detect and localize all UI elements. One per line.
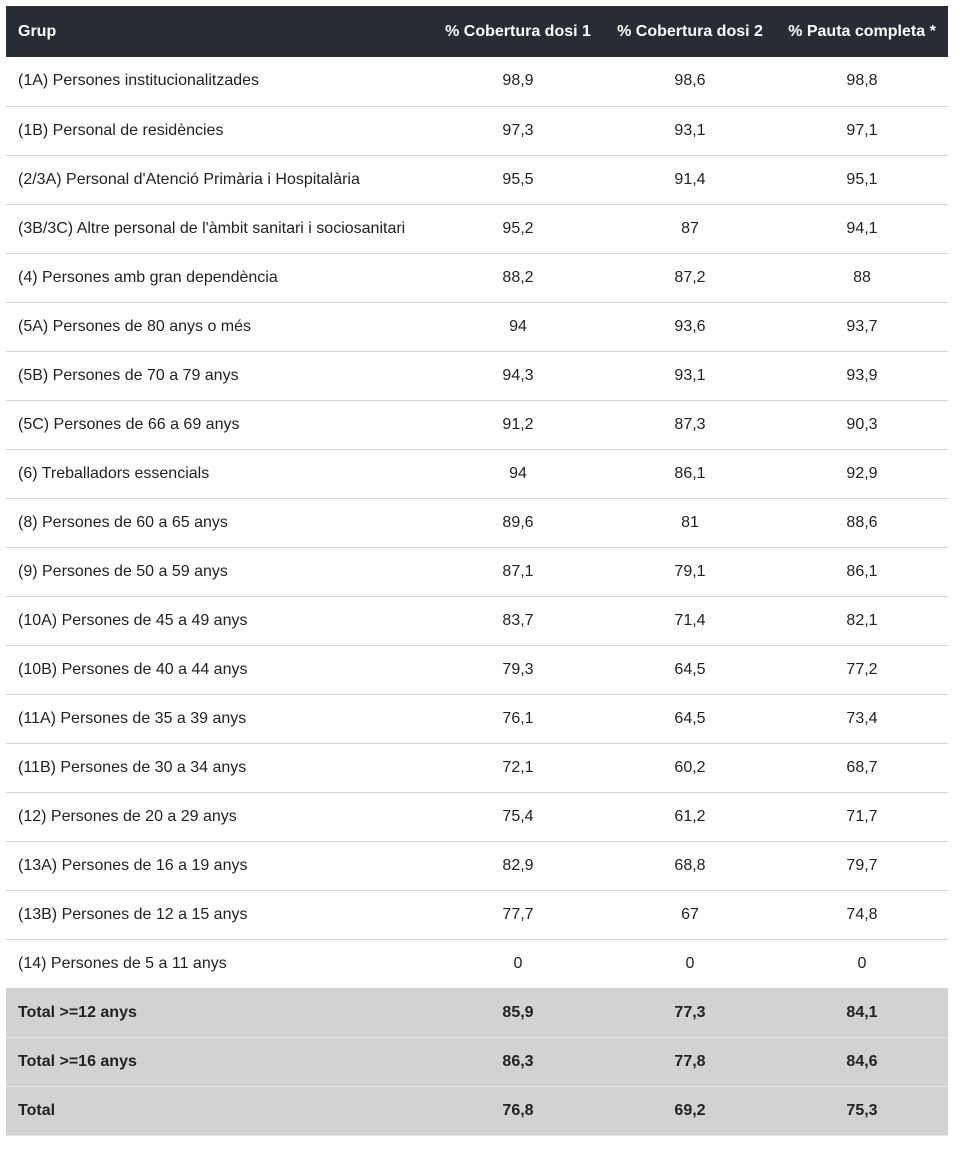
cell-grup: (13B) Persones de 12 a 15 anys [18, 905, 248, 923]
table-row [6, 106, 948, 155]
table-row [6, 596, 948, 645]
cell-pauta: 88 [853, 268, 871, 286]
header-dosi2[interactable]: % Cobertura dosi 2 [617, 22, 763, 40]
cell-grup: (1B) Personal de residències [18, 121, 224, 139]
cell-dosi2: 87,2 [674, 268, 706, 286]
cell-dosi2: 93,1 [674, 121, 706, 139]
total-row [6, 1037, 948, 1086]
cell-dosi2: 87 [681, 219, 699, 237]
cell-dosi1: 94 [509, 464, 527, 482]
cell-dosi1: 77,7 [502, 905, 534, 923]
cell-pauta: 98,8 [846, 72, 878, 90]
cell-grup: (5A) Persones de 80 anys o més [18, 317, 252, 335]
total-row [6, 1086, 948, 1135]
cell-dosi1: 97,3 [502, 121, 534, 139]
table-row [6, 645, 948, 694]
table-row [6, 351, 948, 400]
cell-dosi1: 79,3 [502, 660, 534, 678]
cell-pauta: 84,6 [846, 1052, 878, 1070]
table-header [6, 6, 948, 57]
cell-dosi1: 72,1 [502, 758, 534, 776]
cell-dosi1: 85,9 [502, 1003, 534, 1021]
cell-dosi2: 91,4 [674, 170, 706, 188]
cell-dosi2: 68,8 [674, 856, 706, 874]
cell-dosi1: 94,3 [502, 366, 534, 384]
table-row [6, 694, 948, 743]
cell-dosi2: 98,6 [674, 72, 706, 90]
cell-grup: (13A) Persones de 16 a 19 anys [18, 856, 248, 874]
cell-pauta: 79,7 [846, 856, 878, 874]
cell-grup: (10B) Persones de 40 a 44 anys [18, 660, 248, 678]
table-row [6, 57, 948, 106]
cell-dosi2: 0 [685, 954, 695, 972]
table-row [6, 400, 948, 449]
cell-dosi2: 69,2 [674, 1101, 706, 1119]
cell-dosi2: 77,8 [674, 1052, 706, 1070]
cell-grup: (11A) Persones de 35 a 39 anys [18, 709, 247, 727]
cell-pauta: 93,9 [846, 366, 878, 384]
cell-dosi1: 88,2 [502, 268, 534, 286]
cell-pauta: 88,6 [846, 513, 878, 531]
table-body [6, 57, 948, 1135]
table-row [6, 939, 948, 988]
cell-pauta: 92,9 [846, 464, 878, 482]
table-row [6, 792, 948, 841]
cell-dosi1: 76,8 [502, 1101, 534, 1119]
table-row [6, 547, 948, 596]
cell-dosi2: 86,1 [674, 464, 706, 482]
cell-pauta: 84,1 [846, 1003, 878, 1021]
cell-grup: (1A) Persones institucionalitzades [18, 72, 260, 90]
cell-pauta: 95,1 [846, 170, 878, 188]
cell-dosi1: 98,9 [502, 72, 534, 90]
cell-dosi2: 93,1 [674, 366, 706, 384]
cell-grup: (4) Persones amb gran dependència [18, 268, 278, 286]
cell-pauta: 90,3 [846, 415, 878, 433]
cell-dosi2: 61,2 [674, 807, 706, 825]
table-row [6, 155, 948, 204]
cell-dosi1: 83,7 [502, 611, 534, 629]
cell-dosi1: 95,2 [502, 219, 534, 237]
cell-pauta: 73,4 [846, 709, 878, 727]
cell-pauta: 82,1 [846, 611, 878, 629]
cell-grup: (3B/3C) Altre personal de l'àmbit sanitari i sociosanitari [18, 219, 406, 237]
cell-dosi2: 79,1 [674, 562, 706, 580]
cell-grup: (6) Treballadors essencials [18, 464, 210, 482]
cell-pauta: 77,2 [846, 660, 878, 678]
coverage-table-container [6, 6, 948, 1136]
cell-grup: (8) Persones de 60 a 65 anys [18, 513, 228, 531]
cell-dosi2: 64,5 [674, 709, 706, 727]
cell-pauta: 68,7 [846, 758, 878, 776]
cell-grup: Total >=16 anys [18, 1052, 137, 1070]
cell-grup: (5C) Persones de 66 a 69 anys [18, 415, 240, 433]
table-row [6, 204, 948, 253]
cell-dosi2: 77,3 [674, 1003, 706, 1021]
header-dosi1[interactable]: % Cobertura dosi 1 [445, 22, 591, 40]
cell-dosi2: 67 [681, 905, 699, 923]
cell-dosi2: 81 [681, 513, 699, 531]
table-row [6, 498, 948, 547]
table-row [6, 841, 948, 890]
table-row [6, 449, 948, 498]
table-row [6, 302, 948, 351]
total-row [6, 988, 948, 1037]
cell-pauta: 86,1 [846, 562, 878, 580]
cell-grup: (9) Persones de 50 a 59 anys [18, 562, 228, 580]
cell-grup: (5B) Persones de 70 a 79 anys [18, 366, 239, 384]
cell-dosi1: 94 [509, 317, 527, 335]
cell-pauta: 74,8 [846, 905, 878, 923]
cell-pauta: 71,7 [846, 807, 878, 825]
cell-dosi2: 71,4 [674, 611, 706, 629]
cell-grup: Total >=12 anys [18, 1003, 137, 1021]
cell-dosi1: 86,3 [502, 1052, 534, 1070]
cell-dosi2: 93,6 [674, 317, 706, 335]
vaccination-coverage-table [6, 6, 948, 1136]
header-grup[interactable]: Grup [18, 22, 57, 40]
table-row [6, 253, 948, 302]
header-row [6, 6, 948, 57]
cell-dosi1: 82,9 [502, 856, 534, 874]
cell-grup: (11B) Persones de 30 a 34 anys [18, 758, 247, 776]
cell-pauta: 75,3 [846, 1101, 878, 1119]
cell-grup: Total [18, 1101, 56, 1119]
cell-dosi2: 87,3 [674, 415, 706, 433]
cell-dosi1: 76,1 [502, 709, 534, 727]
cell-dosi1: 91,2 [502, 415, 534, 433]
cell-dosi2: 60,2 [674, 758, 706, 776]
cell-pauta: 94,1 [846, 219, 878, 237]
cell-dosi2: 64,5 [674, 660, 706, 678]
cell-grup: (10A) Persones de 45 a 49 anys [18, 611, 248, 629]
header-pauta[interactable]: % Pauta completa * [788, 22, 936, 40]
cell-dosi1: 87,1 [502, 562, 534, 580]
cell-pauta: 0 [857, 954, 867, 972]
cell-dosi1: 0 [513, 954, 523, 972]
cell-pauta: 97,1 [846, 121, 878, 139]
cell-dosi1: 75,4 [502, 807, 534, 825]
cell-grup: (12) Persones de 20 a 29 anys [18, 807, 237, 825]
table-row [6, 890, 948, 939]
cell-grup: (2/3A) Personal d'Atenció Primària i Hospitalària [18, 170, 360, 188]
cell-grup: (14) Persones de 5 a 11 anys [18, 954, 227, 972]
cell-dosi1: 95,5 [502, 170, 534, 188]
cell-dosi1: 89,6 [502, 513, 534, 531]
table-row [6, 743, 948, 792]
cell-pauta: 93,7 [846, 317, 878, 335]
